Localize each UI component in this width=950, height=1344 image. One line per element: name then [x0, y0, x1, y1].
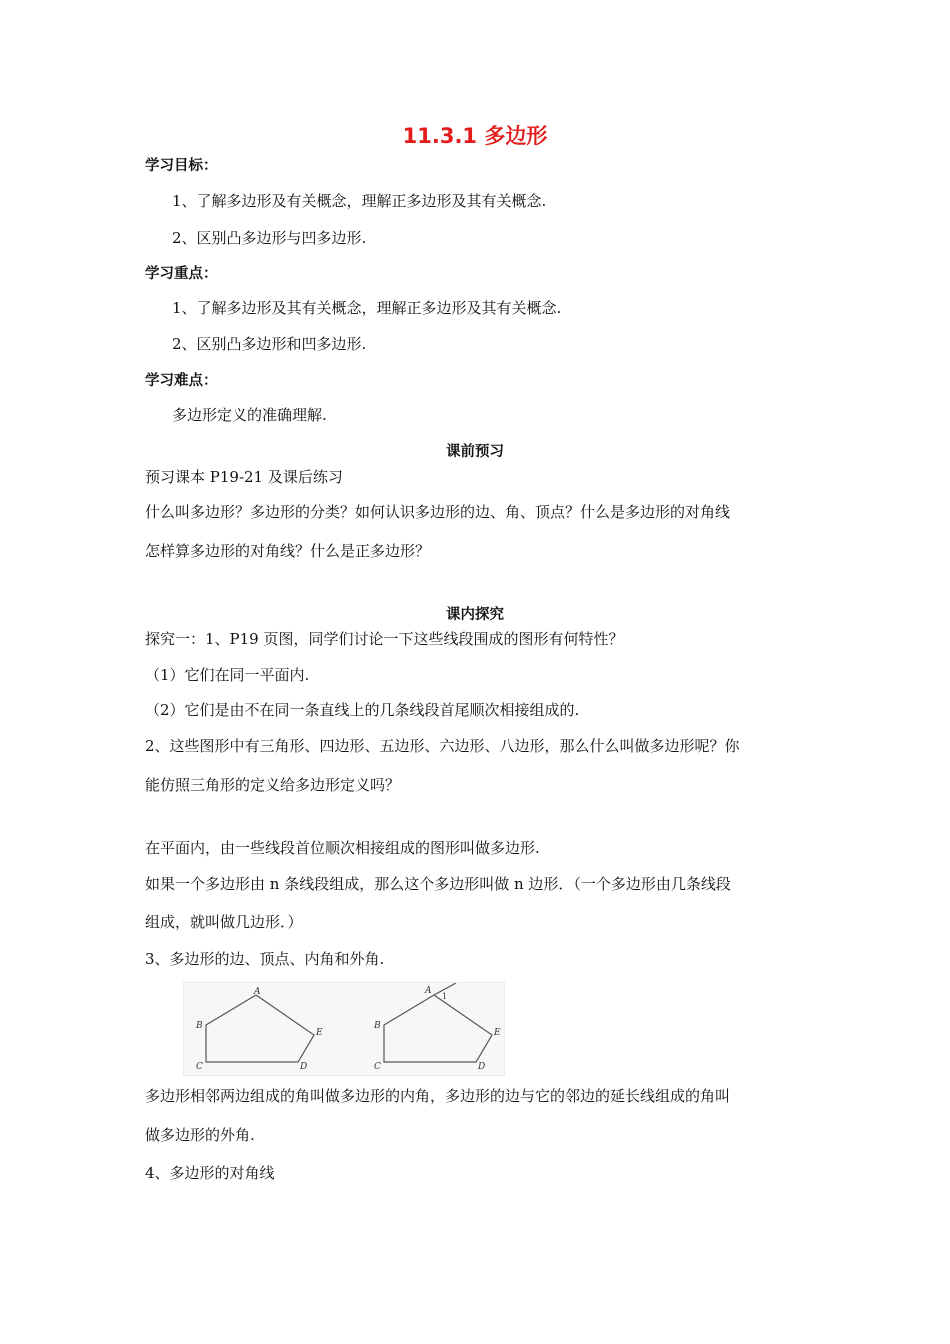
objectives-heading: 学习目标： — [145, 158, 218, 174]
left-label-d: D — [300, 1062, 308, 1072]
page-title: 11.3.1 多边形 — [402, 124, 548, 148]
objective-item-2: 2、区别凸多边形与凹多边形. — [172, 229, 367, 247]
key-point-item-2: 2、区别凸多边形和凹多边形. — [172, 335, 367, 353]
polygon-diagram — [184, 983, 504, 1075]
inquiry-line-12: 4、多边形的对角线 — [145, 1164, 275, 1182]
polygon-figure — [183, 982, 505, 1076]
left-pentagon — [206, 995, 314, 1062]
right-label-c: C — [374, 1062, 381, 1072]
left-label-a: A — [254, 987, 261, 997]
left-label-b: B — [196, 1021, 203, 1031]
right-pentagon — [384, 995, 492, 1062]
preview-heading: 课前预习 — [446, 444, 504, 460]
inquiry-heading: 课内探究 — [446, 607, 504, 623]
inquiry-line-10: 多边形相邻两边组成的角叫做多边形的内角，多边形的边与它的邻边的延长线组成的角叫 — [145, 1087, 731, 1105]
inquiry-line-9: 3、多边形的边、顶点、内角和外角. — [145, 950, 385, 968]
inquiry-line-8: 组成，就叫做几边形．） — [145, 913, 303, 931]
difficulties-heading: 学习难点： — [145, 373, 218, 389]
inquiry-line-3: （2）它们是由不在同一条直线上的几条线段首尾顺次相接组成的. — [145, 701, 580, 719]
left-label-e: E — [316, 1028, 323, 1038]
right-label-angle-1: 1 — [442, 992, 448, 1001]
inquiry-line-2: （1）它们在同一平面内. — [145, 666, 310, 684]
key-points-heading: 学习重点： — [145, 266, 218, 282]
right-label-d: D — [478, 1062, 486, 1072]
inquiry-line-1: 探究一：1、P19 页图，同学们讨论一下这些线段围成的图形有何特性？ — [145, 630, 624, 648]
right-label-b: B — [374, 1021, 381, 1031]
inquiry-line-6: 在平面内，由一些线段首位顺次相接组成的图形叫做多边形. — [145, 839, 540, 857]
preview-line-1: 预习课本 P19-21 及课后练习 — [145, 468, 343, 486]
inquiry-line-7: 如果一个多边形由 n 条线段组成，那么这个多边形叫做 n 边形．（一个多边形由几条线段 — [145, 875, 731, 893]
preview-line-2: 什么叫多边形？多边形的分类？如何认识多边形的边、角、顶点？什么是多边形的对角线 — [145, 503, 731, 521]
right-label-a: A — [425, 986, 432, 996]
key-point-item-1: 1、了解多边形及其有关概念，理解正多边形及其有关概念. — [172, 299, 562, 317]
inquiry-line-11: 做多边形的外角. — [145, 1126, 255, 1144]
inquiry-line-4: 2、这些图形中有三角形、四边形、五边形、六边形、八边形，那么什么叫做多边形呢？你 — [145, 737, 740, 755]
left-label-c: C — [196, 1062, 203, 1072]
preview-line-3: 怎样算多边形的对角线？什么是正多边形？ — [145, 542, 431, 560]
right-label-e: E — [494, 1028, 501, 1038]
inquiry-line-5: 能仿照三角形的定义给多边形定义吗？ — [145, 776, 401, 794]
difficulty-item-1: 多边形定义的准确理解. — [172, 406, 327, 424]
objective-item-1: 1、了解多边形及有关概念，理解正多边形及其有关概念. — [172, 192, 547, 210]
